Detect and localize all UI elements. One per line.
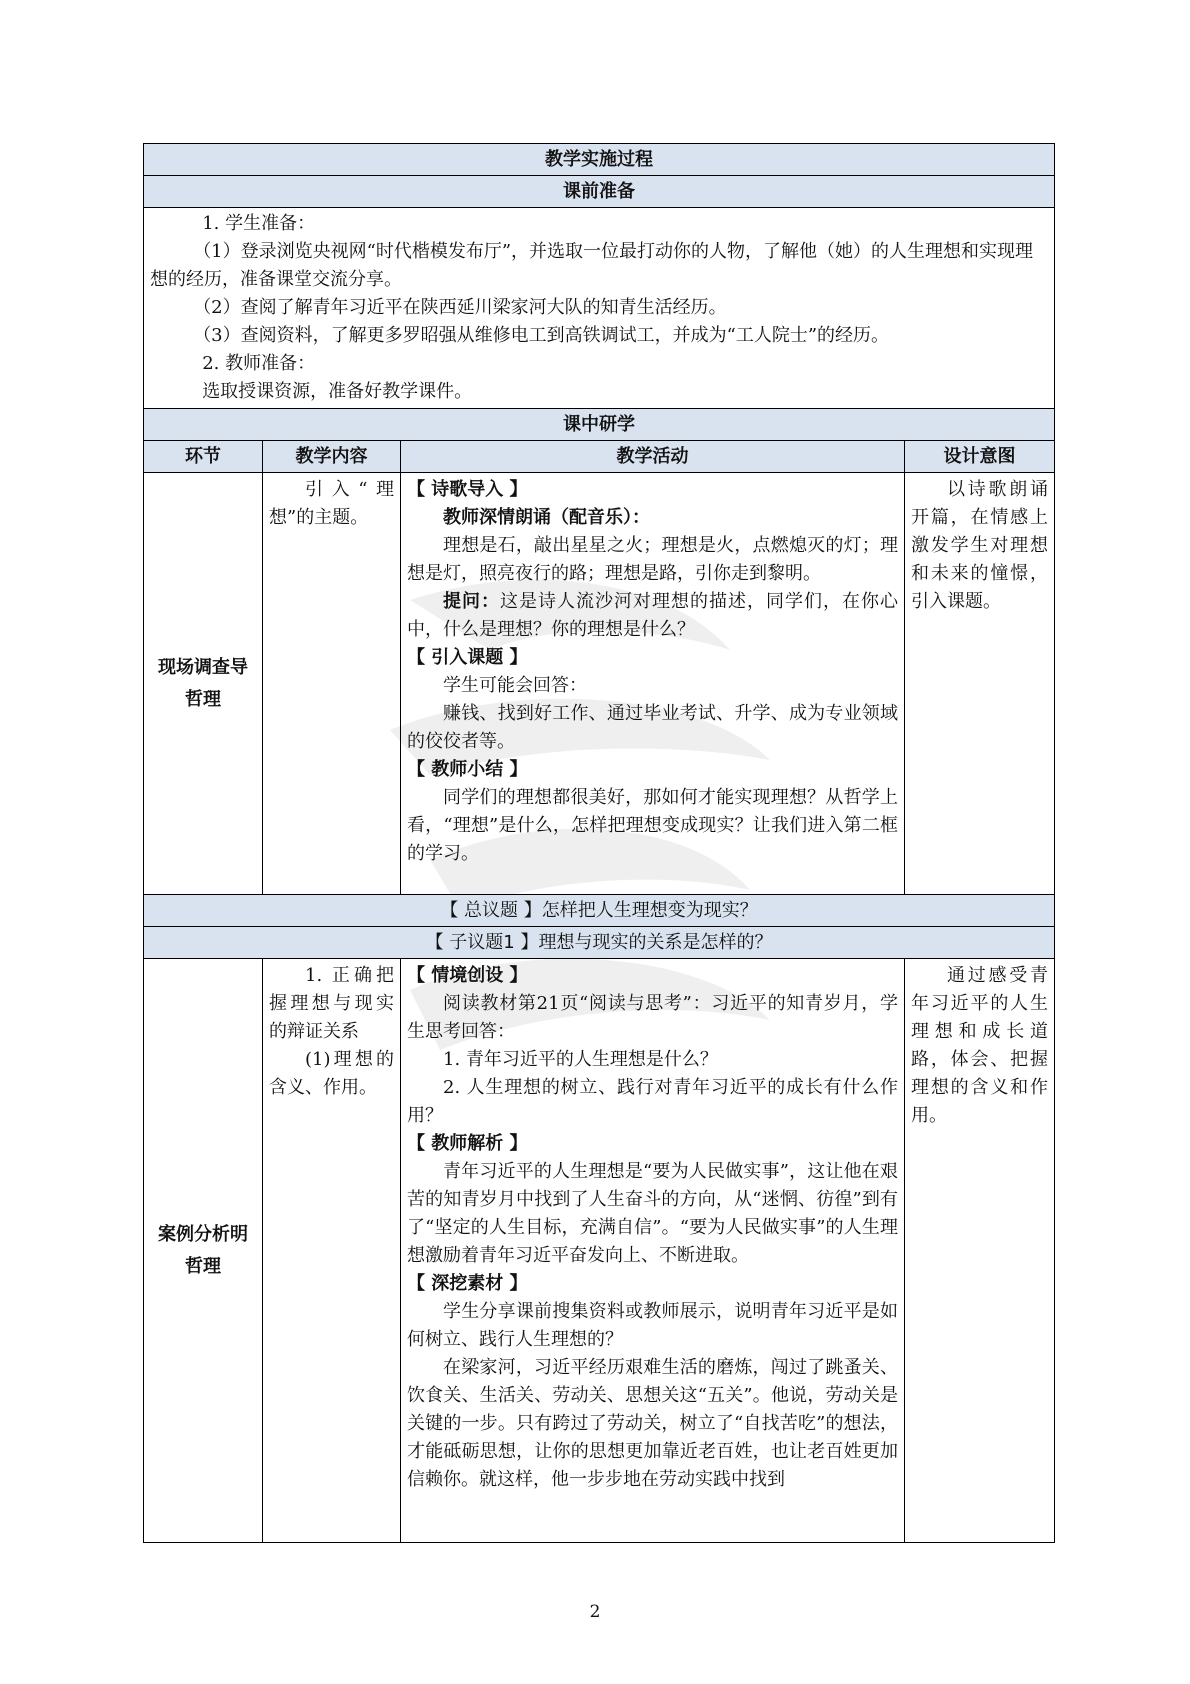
activity-cell	[401, 473, 905, 895]
activity-tag: 【 深挖素材 】	[407, 1273, 528, 1294]
stage-cell	[144, 959, 263, 1543]
question-label: 提问：	[443, 591, 500, 612]
activity-paragraph: 理想是石，敲出星星之火；理想是火，点燃熄灭的灯；理想是灯，照亮夜行的路；理想是路，引你走到黎明。	[407, 535, 898, 584]
sub-topic: 【 子议题1 】理想与现实的关系是怎样的？	[144, 927, 1055, 959]
col-header-intent: 设计意图	[905, 441, 1055, 473]
content-cell	[263, 473, 401, 895]
lesson-plan-page	[143, 143, 1054, 1543]
activity-question: 1. 青年习近平的人生理想是什么？	[443, 1049, 718, 1070]
activity-tag: 【 引入课题 】	[407, 647, 528, 668]
intent-cell	[905, 959, 1055, 1543]
question-text: 这是诗人流沙河对理想的描述，同学们，在你心中，什么是理想？你的理想是什么？	[407, 591, 898, 640]
activity-paragraph: 学生分享课前搜集资料或教师展示，说明青年习近平是如何树立、践行人生理想的？	[407, 1301, 898, 1350]
content-text: 1. 正确把握理想与现实的辩证关系	[269, 965, 394, 1042]
intent-text: 以诗歌朗诵开篇，在情感上激发学生对理想和未来的憧憬，引入课题。	[911, 479, 1048, 612]
intent-text: 通过感受青年习近平的人生理想和成长道路，体会、把握理想的含义和作用。	[911, 965, 1048, 1126]
col-header-activity: 教学活动	[401, 441, 905, 473]
preclass-body	[144, 208, 1055, 409]
col-header-content: 教学内容	[263, 441, 401, 473]
main-topic: 【 总议题 】怎样把人生理想变为现实？	[144, 895, 1055, 927]
activity-tag: 【 教师小结 】	[407, 759, 528, 780]
prep-line: （2）查阅了解青年习近平在陕西延川梁家河大队的知青生活经历。	[193, 297, 727, 318]
intent-cell	[905, 473, 1055, 895]
activity-tag: 【 教师解析 】	[407, 1133, 528, 1154]
content-text: (1)理想的含义、作用。	[269, 1049, 394, 1098]
prep-line: 选取授课资源，准备好教学课件。	[202, 381, 473, 402]
prep-line: （1）登录浏览央视网“时代楷模发布厅”，并选取一位最打动你的人物，了解他（她）的人生理想和实现理想的经历，准备课堂交流分享。	[150, 241, 1034, 290]
preclass-title: 课前准备	[144, 176, 1055, 208]
prep-line: 2. 教师准备：	[202, 353, 316, 374]
activity-paragraph: 阅读教材第21页“阅读与思考”：习近平的知青岁月，学生思考回答：	[407, 993, 898, 1042]
activity-paragraph: 同学们的理想都很美好，那如何才能实现理想？从哲学上看，“理想”是什么，怎样把理想变成现实？让我们进入第二框的学习。	[407, 787, 898, 864]
stage-cell	[144, 473, 263, 895]
inclass-title: 课中研学	[144, 409, 1055, 441]
activity-tag: 【 诗歌导入 】	[407, 479, 528, 500]
activity-paragraph: 在梁家河，习近平经历艰难生活的磨炼，闯过了跳蚤关、饮食关、生活关、劳动关、思想关这“五关”。他说，劳动关是关键的一步。只有跨过了劳动关，树立了“自找苦吃”的想法，才能砥砺思想，让你的思想更加靠近老百姓，也让老百姓更加信赖你。就这样，他一步步地在劳动实践中找到	[407, 1357, 898, 1490]
activity-paragraph: 青年习近平的人生理想是“要为人民做实事”，这让他在艰苦的知青岁月中找到了人生奋斗的方向，从“迷惘、彷徨”到有了“坚定的人生目标，充满自信”。“要为人民做实事”的人生理想激励着青年习近平奋发向上、不断进取。	[407, 1161, 898, 1266]
prep-line: 1. 学生准备：	[202, 213, 316, 234]
lesson-table	[143, 143, 1055, 1543]
activity-paragraph: 赚钱、找到好工作、通过毕业考试、升学、成为专业领域的佼佼者等。	[407, 703, 898, 752]
prep-line: （3）查阅资料，了解更多罗昭强从维修电工到高铁调试工，并成为“工人院士”的经历。	[193, 325, 890, 346]
content-cell	[263, 959, 401, 1543]
stage-label: 现场调查导哲理	[158, 656, 248, 710]
activity-cell	[401, 959, 905, 1543]
stage-label: 案例分析明哲理	[158, 1223, 248, 1277]
activity-subheading: 教师深情朗诵（配音乐）：	[443, 507, 650, 528]
page-number: 2	[589, 1602, 601, 1622]
col-header-stage: 环节	[144, 441, 263, 473]
content-text: 引入“理想”的主题。	[269, 479, 394, 528]
activity-question: 2. 人生理想的树立、践行对青年习近平的成长有什么作用？	[407, 1077, 898, 1126]
activity-tag: 【 情境创设 】	[407, 965, 528, 986]
activity-paragraph: 学生可能会回答：	[443, 675, 587, 696]
process-title: 教学实施过程	[144, 144, 1055, 176]
activity-question	[407, 588, 898, 644]
